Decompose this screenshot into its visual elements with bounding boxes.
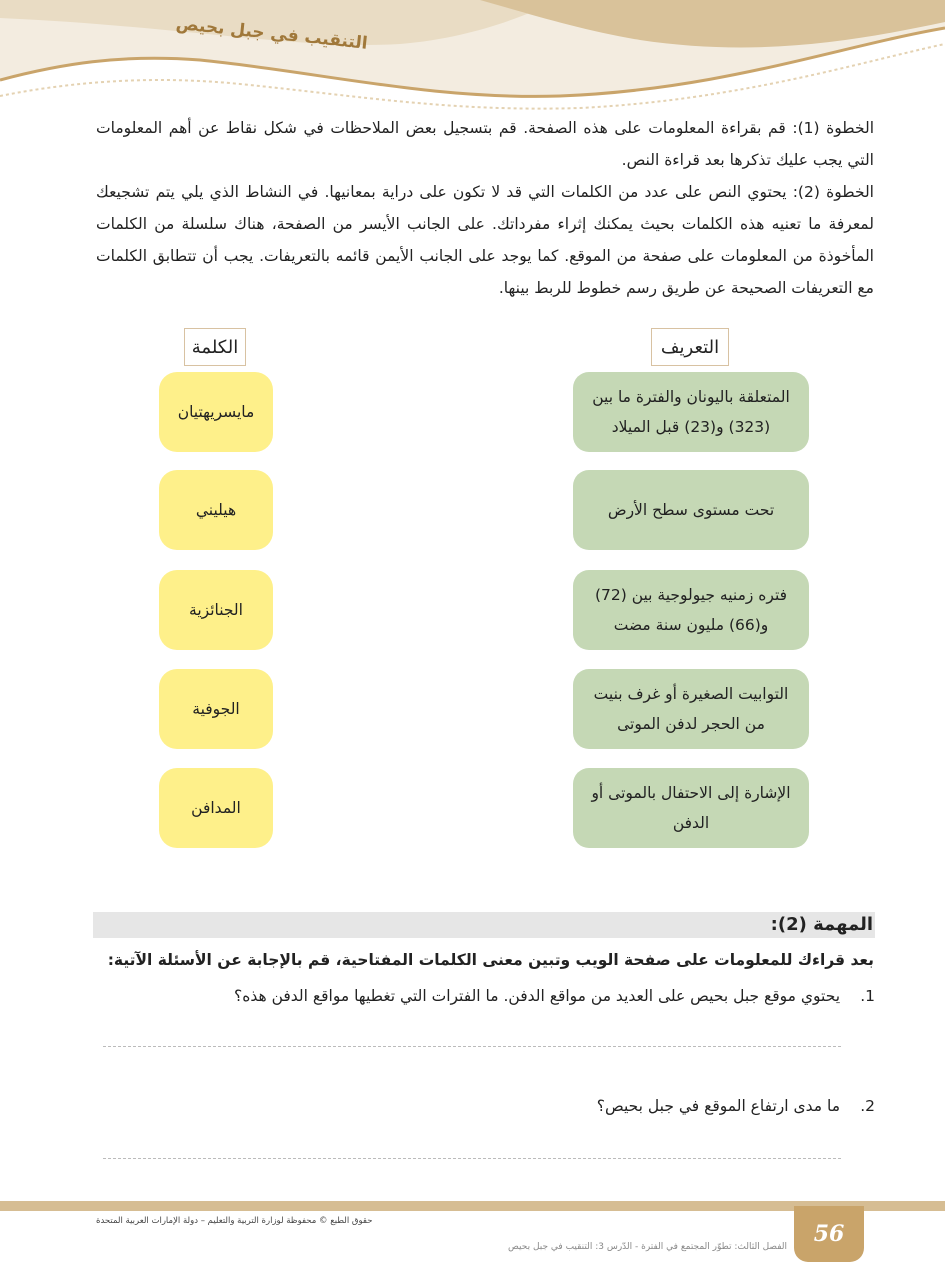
question-1 (234, 982, 875, 1010)
word-box[interactable]: هيليني (159, 470, 273, 550)
word-box[interactable]: الجنائزية (159, 570, 273, 650)
definition-box[interactable]: فتره زمنيه جيولوجية بين (72) و(66) مليون سنة مضت (573, 570, 809, 650)
question-text: يحتوي موقع جبل بحيص على العديد من مواقع الدفن. ما الفترات التي تغطيها مواقع الدفن هذه؟ (233, 987, 841, 1005)
word-box[interactable]: مايسريهتيان (159, 372, 273, 452)
definition-box[interactable]: تحت مستوى سطح الأرض (573, 470, 809, 550)
header-title: التنقيب في جبل بحيص (175, 13, 369, 54)
question-number: 2. (860, 1097, 875, 1115)
header-decoration (0, 0, 945, 130)
page-number: 56 (794, 1206, 864, 1262)
task-intro: بعد قراءك للمعلومات على صفحة الويب وتبين معنى الكلمات المفتاحية، قم بالإجابة عن الأسئلة الآتية: (107, 951, 874, 969)
word-box[interactable]: الجوفية (159, 669, 273, 749)
word-column-header: الكلمة (184, 328, 246, 366)
copyright-text: حقوق الطبع © محفوظة لوزارة التربية والتعليم – دولة الإمارات العربية المتحدة (96, 1216, 373, 1226)
step-1-text: الخطوة (1): قم بقراءة المعلومات على هذه الصفحة. قم بتسجيل بعض الملاحظات في شكل نقاط عن أهم المعلومات التي يجب عليك تذكرها بعد قراءة النص. (96, 119, 874, 169)
definition-box[interactable]: الإشارة إلى الاحتفال بالموتى أو الدفن (573, 768, 809, 848)
definition-box[interactable]: التوابيت الصغيرة أو غرف بنيت من الحجر لدفن الموتى (573, 669, 809, 749)
definition-column-header: التعريف (651, 328, 729, 366)
task-heading-bar (93, 912, 875, 938)
chapter-text: الفصل الثالث: تطوّر المجتمع في الفترة - الدّرس 3: التنقيب في جبل بحيص (508, 1242, 787, 1252)
step-2-text: الخطوة (2): يحتوي النص على عدد من الكلمات التي قد لا تكون على دراية بمعانيها. في النشاط الذي يلي يتم تشجيعك لمعرفة ما تعنيه هذه الكلمات بحيث يمكنك إثراء مفرداتك. على الجانب الأيسر من الصفحة، هناك سلسلة من الكلمات المأخوذة من المعلومات على صفحة من الموقع. كما يوجد على الجانب الأيمن قائمه بالتعريفات. يجب أن تتطابق الكلمات مع التعريفات الصحيحة عن طريق رسم خطوط للربط بينها. (96, 183, 874, 297)
question-2 (597, 1092, 875, 1120)
word-box[interactable]: المدافن (159, 768, 273, 848)
definition-box[interactable]: المتعلقة باليونان والفترة ما بين (323) و(23) قبل الميلاد (573, 372, 809, 452)
question-text: ما مدى ارتفاع الموقع في جبل بحيص؟ (596, 1097, 841, 1115)
answer-line[interactable] (103, 1046, 841, 1047)
question-number: 1. (860, 987, 875, 1005)
answer-line[interactable] (103, 1158, 841, 1159)
task-title: المهمة (2): (770, 914, 873, 935)
